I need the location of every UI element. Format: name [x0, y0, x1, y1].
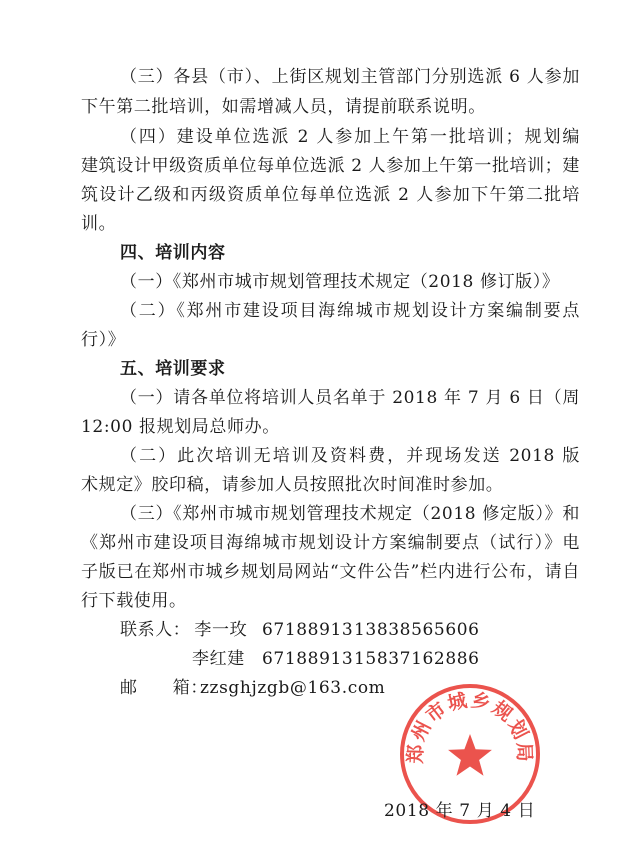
- contact-mobile-2: 15837162886: [354, 649, 480, 669]
- para-4-line-3: 筑设计乙级和丙级资质单位每单位选派 2 人参加下午第二批培: [81, 185, 580, 205]
- section-5-heading: 五、培训要求: [120, 359, 226, 379]
- contact-phone-2: 67188913: [262, 649, 354, 669]
- contact-name-2: 李红建: [192, 649, 245, 669]
- section-5-item-3-line-1: （三）《郑州市城市规划管理技术规定（2018 修定版）》和: [120, 504, 580, 524]
- contact-row-1: [120, 619, 247, 641]
- section-5-item-2-line-1: （二）此次培训无培训及资料费，并现场发送 2018 版: [120, 446, 580, 466]
- contact-label: 联系人：: [120, 620, 191, 640]
- contact-name-1: 李一玫: [194, 620, 248, 640]
- section-5-item-1-line-2: 12:00 报规划局总师办。: [81, 417, 280, 437]
- para-3-line-2: 下午第二批培训，如需增减人员，请提前联系说明。: [81, 97, 486, 117]
- document-date: 2018 年 7 月 4 日: [384, 801, 536, 821]
- section-5-item-3-line-3: 子版已在郑州市城乡规划局网站“文件公告”栏内进行公布，请自: [81, 562, 580, 582]
- section-5-item-3-line-4: 行下载使用。: [81, 591, 187, 611]
- contact-mobile-1: 13838565606: [354, 620, 480, 640]
- section-5-item-1-line-1: （一）请各单位将培训人员名单于 2018 年 7 月 6 日（周: [120, 388, 580, 408]
- para-3-line-1: （三）各县（市）、上街区规划主管部门分别选派 6 人参加: [120, 67, 580, 87]
- section-5-item-3-line-2: 《郑州市建设项目海绵城市规划设计方案编制要点（试行）》电: [81, 533, 580, 553]
- section-4-item-2-line-1: （二）《郑州市建设项目海绵城市规划设计方案编制要点: [120, 301, 580, 321]
- section-4-heading: 四、培训内容: [120, 243, 226, 263]
- section-4-item-1: （一）《郑州市城市规划管理技术规定（2018 修订版）》: [120, 272, 560, 292]
- section-5-item-2-line-2: 术规定》胶印稿，请参加人员按照批次时间准时参加。: [81, 475, 504, 495]
- email-address: zzsghjzgb@163.com: [200, 678, 386, 698]
- section-4-item-2-line-2: 行）》: [81, 330, 126, 350]
- seal-text: 郑州市城乡规划局: [404, 689, 536, 764]
- email-label: 邮 箱：: [120, 678, 208, 698]
- contact-phone-1: 67188913: [262, 620, 354, 640]
- para-4-line-1: （四）建设单位选派 2 人参加上午第一批培训；规划编: [120, 127, 580, 147]
- para-4-line-2: 建筑设计甲级资质单位每单位选派 2 人参加上午第一批培训；建: [81, 156, 580, 176]
- para-4-line-4: 训。: [81, 214, 117, 234]
